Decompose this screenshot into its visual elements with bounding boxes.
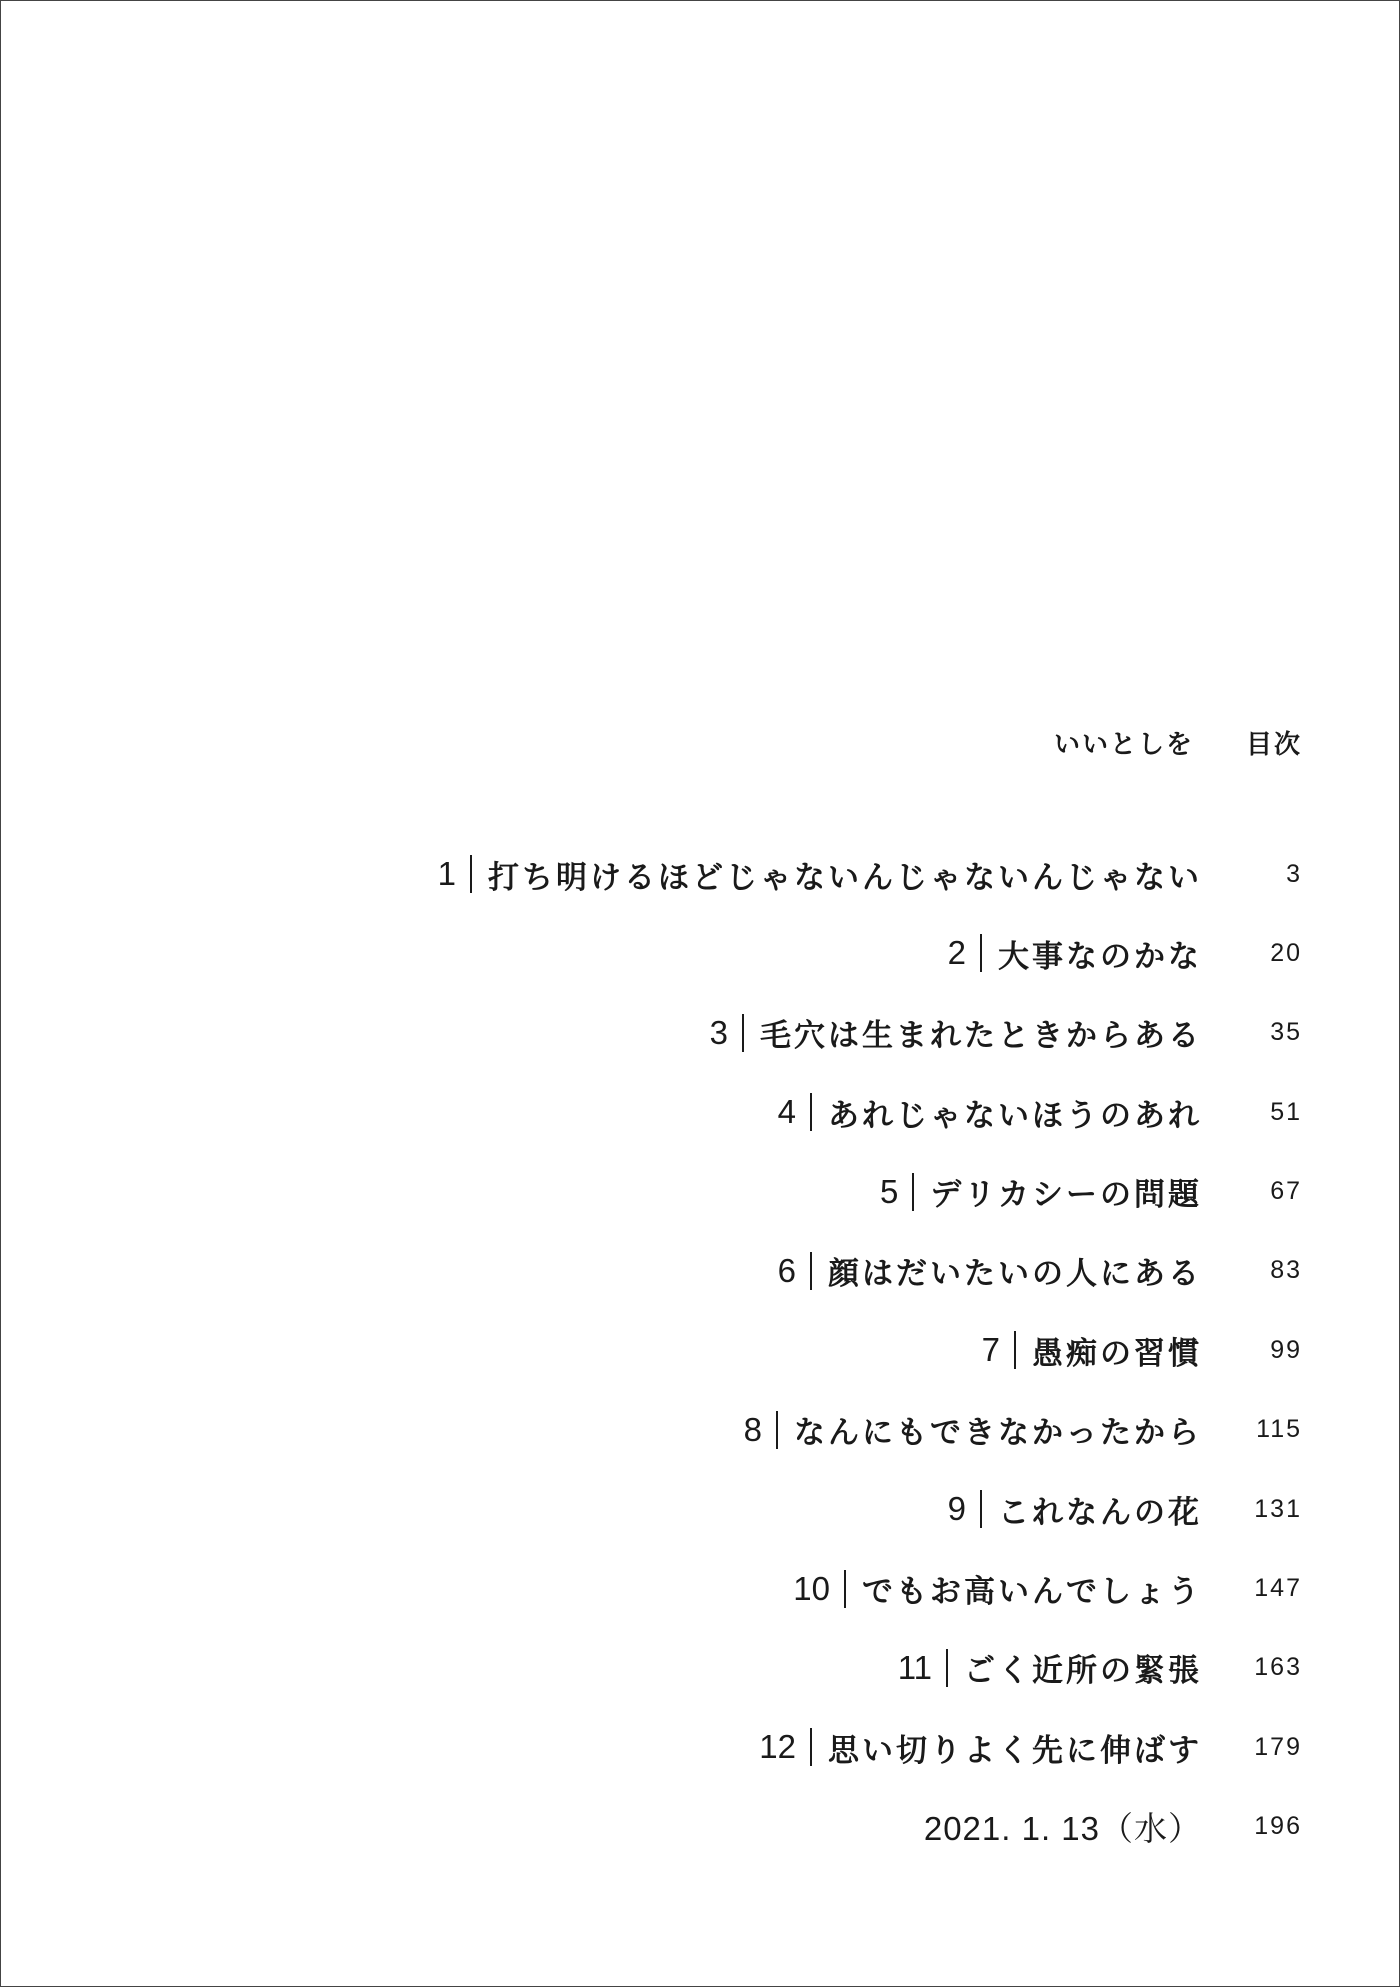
toc-item-5[interactable]	[0, 1158, 1400, 1237]
toc-label: 目次	[1245, 729, 1302, 760]
toc-item-3[interactable]	[0, 999, 1400, 1078]
toc-item-7[interactable]	[0, 1316, 1400, 1395]
toc-item-12[interactable]	[0, 1713, 1400, 1792]
chapter-title: 毛穴は生まれたときからある	[760, 1018, 1202, 1055]
toc-item-4[interactable]	[0, 1078, 1400, 1157]
divider-bar	[1014, 1331, 1016, 1369]
toc-entry	[982, 1326, 1202, 1374]
chapter-title: なんにもできなかったから	[794, 1415, 1202, 1452]
toc-item-9[interactable]	[0, 1475, 1400, 1554]
divider-bar	[844, 1570, 846, 1608]
page-number: 131	[1254, 1494, 1302, 1523]
toc-item-final[interactable]	[0, 1793, 1400, 1872]
divider-bar	[912, 1173, 914, 1211]
divider-bar	[980, 1490, 982, 1528]
chapter-number: 4	[777, 1093, 796, 1131]
toc-entry	[744, 1406, 1202, 1454]
page-number: 147	[1254, 1574, 1302, 1603]
page-number: 51	[1270, 1097, 1302, 1126]
divider-bar	[810, 1728, 812, 1766]
page-number: 20	[1270, 938, 1302, 967]
chapter-title: あれじゃないほうのあれ	[828, 1097, 1202, 1134]
page-number: 3	[1286, 859, 1302, 888]
page-number: 35	[1270, 1018, 1302, 1047]
chapter-title: 顔はだいたいの人にある	[828, 1256, 1202, 1293]
toc-entry	[948, 1485, 1202, 1533]
toc-item-8[interactable]	[0, 1396, 1400, 1475]
toc-entry	[778, 1088, 1202, 1136]
divider-bar	[470, 855, 472, 893]
chapter-number: 10	[793, 1569, 830, 1607]
toc-entry	[948, 929, 1202, 977]
divider-bar	[980, 934, 982, 972]
chapter-title: でもお高いんでしょう	[862, 1574, 1202, 1611]
toc-entry	[759, 1723, 1202, 1771]
toc-heading	[1054, 722, 1302, 762]
divider-bar	[946, 1649, 948, 1687]
chapter-title: 思い切りよく先に伸ばす	[828, 1732, 1202, 1769]
chapter-title: 大事なのかな	[998, 938, 1202, 975]
book-title: いいとしを	[1053, 729, 1194, 760]
page-number: 196	[1254, 1812, 1302, 1841]
toc-entry	[924, 1803, 1202, 1851]
toc-entry	[710, 1009, 1202, 1057]
toc-item-10[interactable]	[0, 1555, 1400, 1634]
divider-bar	[742, 1014, 744, 1052]
chapter-number: 6	[777, 1251, 796, 1289]
toc-item-11[interactable]	[0, 1634, 1400, 1713]
toc-item-2[interactable]	[0, 919, 1400, 998]
page-number: 179	[1254, 1732, 1302, 1761]
chapter-title: 愚痴の習慣	[1032, 1335, 1202, 1372]
chapter-title: 打ち明けるほどじゃないんじゃないんじゃない	[488, 859, 1202, 896]
page-number: 83	[1270, 1256, 1302, 1285]
chapter-number: 9	[947, 1490, 966, 1528]
toc-item-1[interactable]	[0, 840, 1400, 919]
page-number: 67	[1270, 1177, 1302, 1206]
divider-bar	[810, 1252, 812, 1290]
page-number: 99	[1270, 1335, 1302, 1364]
chapter-title: ごく近所の緊張	[964, 1653, 1202, 1690]
chapter-number: 7	[981, 1331, 1000, 1369]
divider-bar	[810, 1093, 812, 1131]
chapter-number: 11	[897, 1648, 932, 1686]
toc-entry	[778, 1247, 1202, 1295]
chapter-number: 5	[879, 1172, 899, 1210]
chapter-number: 8	[743, 1410, 762, 1448]
divider-bar	[776, 1411, 778, 1449]
chapter-number: 12	[759, 1728, 796, 1766]
chapter-number: 3	[709, 1013, 728, 1051]
chapter-title: これなんの花	[998, 1494, 1202, 1531]
toc-entry	[793, 1565, 1202, 1613]
table-of-contents	[0, 840, 1400, 1872]
chapter-number: 2	[947, 934, 966, 972]
chapter-title: デリカシーの問題	[930, 1177, 1202, 1214]
page-number: 163	[1254, 1653, 1302, 1682]
page-number: 115	[1256, 1415, 1302, 1444]
toc-item-6[interactable]	[0, 1237, 1400, 1316]
toc-entry	[438, 850, 1202, 898]
toc-entry	[880, 1168, 1202, 1216]
toc-entry	[898, 1644, 1202, 1692]
date-title: 2021. 1. 13（水）	[923, 1810, 1202, 1848]
chapter-number: 1	[437, 855, 456, 892]
